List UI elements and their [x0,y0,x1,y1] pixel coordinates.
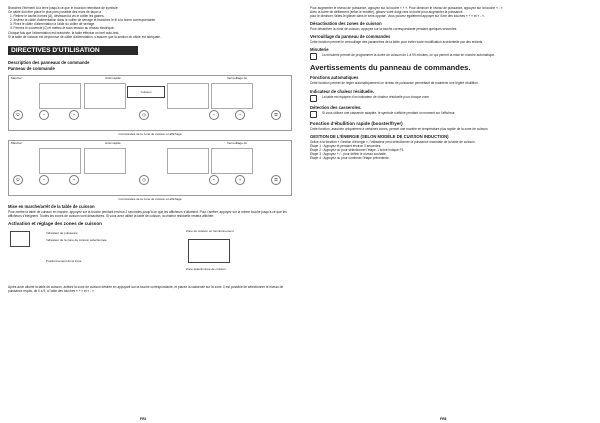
activation-heading: Activation et réglage des zones de cuisson [8,220,102,226]
residual-heading: Indicateur de chaleur résiduelle. [310,88,374,94]
minus-button-icon[interactable]: − [39,175,49,185]
cooking-zone [84,83,126,109]
diagram-2-caption: Commandes de la zone de cuisson et affichage [118,196,182,201]
lock-button-icon[interactable]: ⚿ [271,110,281,120]
pan-detection-icon [310,111,317,118]
page-number-left: FR2 [140,417,147,421]
page-number-right: FR8 [440,417,447,421]
onoff-text: Pour mettre la table de cuisson en marche, appuyez sur la touche pendant environ 2 secondes jusqu'à ce que les afficheurs s'allument. Pour l'arrêter, appuyez sur la même touche jusqu'à ce que les afficheurs s'éteignent. Toutes les zones de cuisson sont désactivées. Si vous avez utilisé la table de cuisson, la chaleur résiduelle restera affichée. [8,209,287,218]
intro-line-1: Ce câble doit être placé le plus près possible des murs de façon à [8,10,102,15]
residual-text: La table est équipée d'un indicateur de chaleur résiduelle pour chaque zone. [322,94,430,99]
step-1: Étape 1 : Appuyez et pendant environ 3 secondes. [310,143,382,148]
functions-text: Cette fonction permet de régler automatiquement un niveau de puissance permettant de maintenir une légère ébullition. [310,81,479,86]
deactivation-text: Pour désactiver la zone de cuisson, appuyez sur la touche correspondante pendant quelques secondes. [310,27,458,32]
diagram-1-caption: Commandes de la zone de cuisson et affichage [118,131,182,136]
timer-icon [310,53,317,60]
right-top-0: Pour augmenter le niveau de puissance, appuyez sur la touche « + ». Pour diminuer le niveau de puissance, appuyez sur la touche « - ». [310,6,504,10]
plus-button-icon[interactable]: + [69,110,79,120]
warnings-heading: Avertissements du panneau de commandes. [310,63,471,73]
cooking-zone [84,148,126,174]
cooking-zone [211,83,253,109]
deactivation-heading: Désactivation des zones de cuisson [310,21,382,27]
diagram-label-onoff: Marche/ [11,75,22,80]
boost-heading: Fonction d'ébullition rapide (booster/fryer) [310,120,403,126]
control-panel-diagram-1 [8,75,292,131]
lock-text: Cette fonction permet le verrouillage des paramètres de la table pour éviter toute modification accidentelle par des enfants. [310,40,484,45]
minus-button-icon[interactable]: − [39,110,49,120]
timer-text: La minuterie permet de programmer la durée de cuisson de 1 à 99 minutes, ce qui permet la mise en marche automatique. [322,53,496,58]
zone-label-position: Positionnement de la zone [46,258,82,263]
zone-label-display: Indicateur de la zone de cuisson sélectionnée [46,237,107,242]
intro-line-7: Si la table de cuisson est dépourvue de câble d'alimentation, s'assurer que la section du câble est adéquate. [8,34,161,39]
overheat-heading: Détection des casseroles. [310,104,362,110]
lock-heading: Verrouillage du panneau de commandes [310,34,391,40]
zone-preview [188,239,230,263]
timer-heading: Minuterie [310,47,329,53]
intro-step-3: 3. Fixez le câble d'alimentation à l'aide du collier de serrage. [10,22,96,27]
timer-button-icon[interactable]: ◷ [139,175,149,185]
intro-step-4: 4. Fermez le couvercle (C) et mettez-le sous tension au réseau électrique. [10,26,115,31]
section-banner: DIRECTIVES D'UTILISATION [8,46,138,55]
display-box: Cuisson [127,86,165,98]
minus-button-icon[interactable]: − [209,175,219,185]
cooking-zone [167,83,209,109]
activation-text: Après avoir allumé la table de cuisson, activez la zone de cuisson désirée en appuyant sur la touche correspondante, et placez la casserole sur la zone. Il est possible de sélectionner le niveau de puissance requis, de 0 à 9, à l'aide des touches « + » et « - ». [8,284,284,294]
right-top-2: pour le diminuer, faites-le glisser dans le sens opposé. Vous pouvez également appuyer sur l'une des touches « + » et « - ». [310,14,485,19]
boost-text: Cette fonction, associée uniquement à certaines zones, permet une montée en température plus rapide de la zone de cuisson. [310,126,489,131]
control-panel-diagram-2 [8,140,292,196]
step-3: Étape 3 : Appuyez + / - pour définir le niveau souhaité. [310,151,387,156]
right-top-1: Avec la barre de défilement (selon le modèle), glissez votre doigt vers la droite pour augmenter la puissance. [310,10,464,15]
plus-button-icon[interactable]: + [235,110,245,120]
manage-text: Grâce à la fonction « Gestion d'énergie », l'utilisateur peut sélectionner la puissance maximale de la table de cuisson. [310,139,476,144]
panel-heading: Description des panneaux de commande [8,59,90,65]
panel-subheading: Panneau de commande [8,65,55,71]
step-4: Étape 4 : Appuyez ou pour confirmer l'étape précédente. [310,156,390,161]
diagram-label-stop: Arrêt rapide [105,140,121,145]
zone-diagram [8,227,292,285]
zone-label-ready: Zone sélectionnée de cuisson [186,266,226,271]
diagram-label-stop: Arrêt rapide [105,75,121,80]
plus-button-icon[interactable]: + [235,175,245,185]
lock-button-icon[interactable]: ⚿ [271,175,281,185]
power-button-icon[interactable]: ⏻ [13,175,23,185]
zone-label-indicator: Indicateur de puissance [46,230,78,235]
zone-indicator-box [10,231,30,247]
step-2: Étape 2 : Appuyez ou pour sélectionner l'étape. L'icône indique P1. [310,147,405,152]
intro-step-2: 2. Insérez le câble d'alimentation dans le collier de serrage et branchez le fil à la borne correspondante. [10,18,156,23]
intro-step-1: 1. Retirez le cache-bornes (A), dévissant la vis le collier les gaines. [10,14,105,19]
overheat-text: Si vous utilisez une casserole adaptée, le symbole s'affiche pendant un moment sur l'afficheur. [322,110,456,115]
manage-heading: GESTION DE L'ÉNERGIE (SELON MODÈLE DE CUISSON INDUCTION) [310,133,449,139]
right-page [300,0,600,423]
cooking-zone [211,148,253,174]
residual-heat-icon [310,95,317,102]
power-button-icon[interactable]: ⏻ [13,110,23,120]
diagram-label-lock: Verrouillage du [227,140,248,145]
diagram-label-lock: Verrouillage du [227,75,248,80]
minus-button-icon[interactable]: − [209,110,219,120]
plus-button-icon[interactable]: + [69,175,79,185]
functions-heading: Fonctions automatiques [310,75,359,81]
intro-line-6: Chaque fois que l'alimentation est branchée, la table effectue un bref auto-test. [8,30,120,35]
cooking-zone [167,148,209,174]
onoff-heading: Mise en marche/arrêt de la table de cuisson [8,203,95,209]
diagram-label-onoff: Marche/ [11,140,22,145]
zone-label-active: Zone de cuisson en fonctionnement [186,228,234,233]
cooking-zone [39,83,81,109]
timer-button-icon[interactable]: ◷ [139,110,149,120]
cooking-zone [39,148,81,174]
intro-line-0: Branchez l'élément à la terre jusqu'à ce que le bourdon retentisse de symbole. [8,6,119,10]
